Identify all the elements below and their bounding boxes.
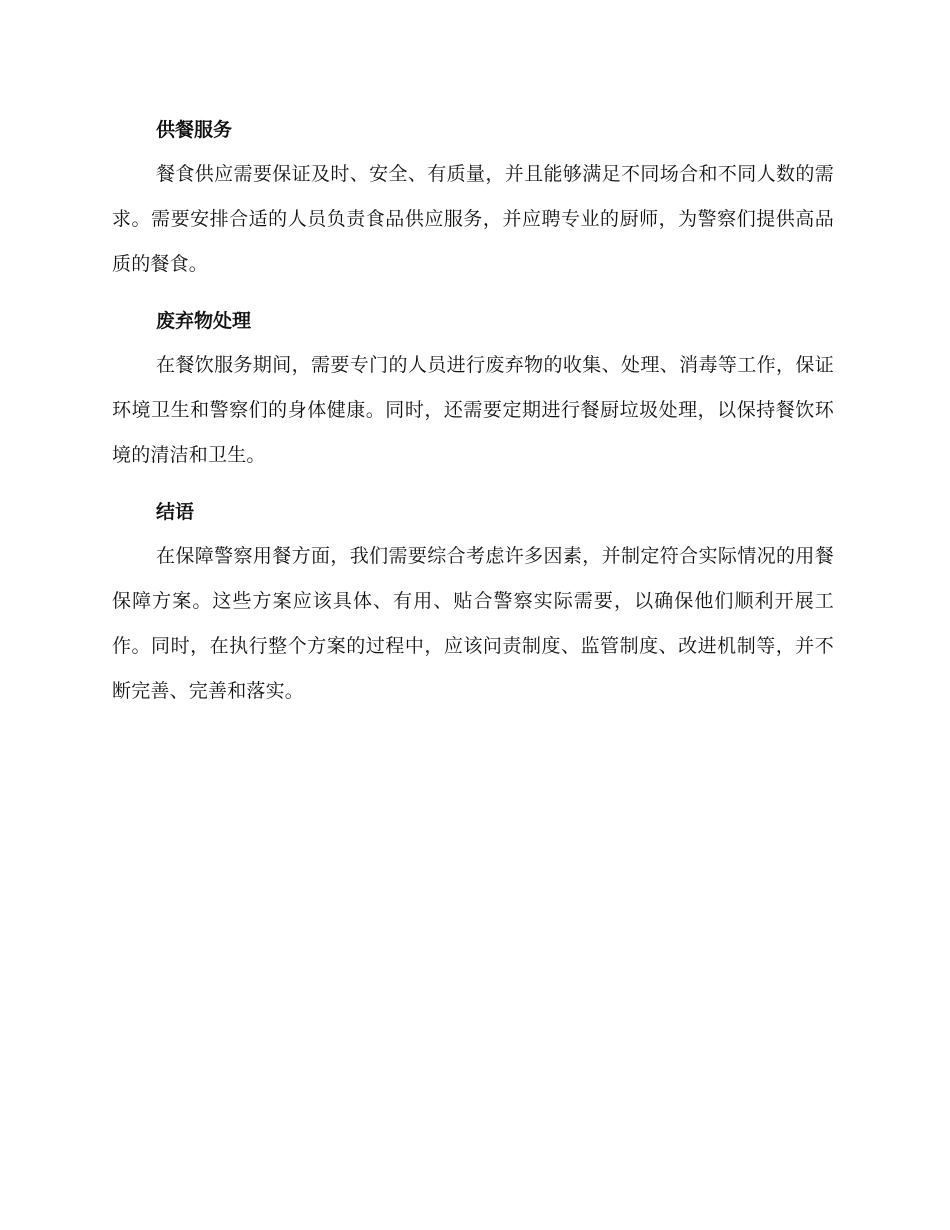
section-paragraph: 在保障警察用餐方面，我们需要综合考虑许多因素，并制定符合实际情况的用餐保障方案。这些方案应该具体、有用、贴合警察实际需要，以确保他们顺利开展工作。同时，在执行整个方案的过程中，应该问责制度、监管制度、改进机制等，并不断完善、完善和落实。 <box>112 545 834 702</box>
document-page <box>112 108 834 726</box>
section-catering-service <box>112 108 834 287</box>
section-conclusion <box>112 490 834 714</box>
section-waste-disposal <box>112 299 834 478</box>
section-heading: 供餐服务 <box>156 119 233 141</box>
section-paragraph: 在餐饮服务期间，需要专门的人员进行废弃物的收集、处理、消毒等工作，保证环境卫生和警察们的身体健康。同时，还需要定期进行餐厨垃圾处理，以保持餐饮环境的清洁和卫生。 <box>112 354 834 466</box>
section-paragraph: 餐食供应需要保证及时、安全、有质量，并且能够满足不同场合和不同人数的需求。需要安排合适的人员负责食品供应服务，并应聘专业的厨师，为警察们提供高品质的餐食。 <box>112 163 834 275</box>
section-heading: 结语 <box>156 501 195 523</box>
section-heading: 废弃物处理 <box>156 310 252 332</box>
